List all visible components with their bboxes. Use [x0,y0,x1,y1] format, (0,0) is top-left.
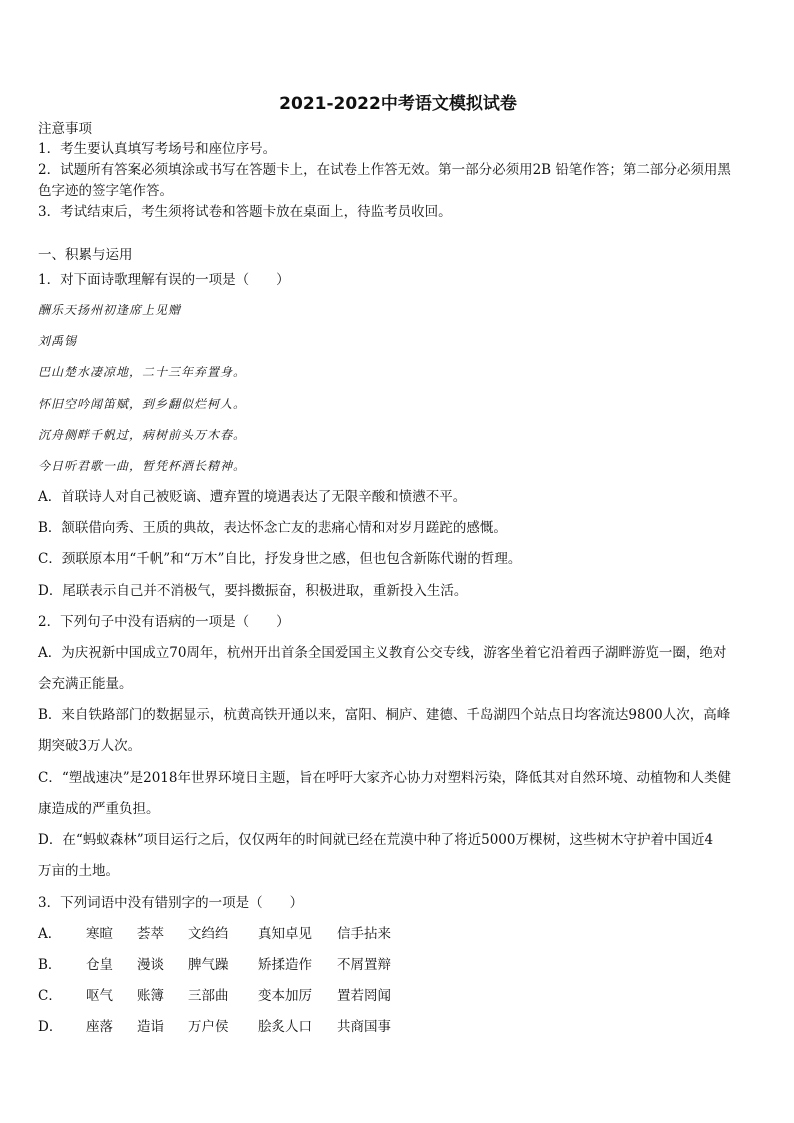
word: 脾气躁 [188,957,229,973]
row-label: A． [38,926,62,942]
word: 置若罔闻 [337,988,391,1004]
word: 三部曲 [188,988,229,1004]
word: 真知卓见 [258,926,312,942]
option-d: D．在“蚂蚁森林”项目运行之后，仅仅两年的时间就已经在荒漠中种了将近5000万棵树，这些树木守护着中国近4 [38,832,714,848]
word-row-a [38,924,758,944]
word: 座落 [86,1019,113,1035]
option-d-cont: 万亩的土地。 [38,863,119,879]
word: 变本加厉 [258,988,312,1004]
poem-line: 巴山楚水凄凉地，二十三年弃置身。 [38,365,247,379]
word: 造诣 [137,1019,164,1035]
section-heading: 一、积累与运用 [38,247,133,263]
option-b: B．颔联借向秀、王质的典故，表达怀念亡友的悲痛心情和对岁月蹉跎的感慨。 [38,520,507,536]
row-label: D． [38,1019,63,1035]
poem-line: 沉舟侧畔千帆过，病树前头万木春。 [38,428,247,442]
poem-title: 酬乐天扬州初逢席上见赠 [38,303,182,317]
poem-author: 刘禹锡 [38,334,78,348]
poem-line: 怀旧空吟闻笛赋，到乡翻似烂柯人。 [38,397,247,411]
page-title: 2021-2022中考语文模拟试卷 [279,94,517,114]
notice-item: 色字迹的签字笔作答。 [38,183,173,199]
word: 文绉绉 [188,926,229,942]
poem-line: 今日听君歌一曲，暂凭杯酒长精神。 [38,459,247,473]
word: 万户侯 [188,1019,229,1035]
word: 账簿 [137,988,164,1004]
word-row-b [38,955,758,975]
option-a: A．首联诗人对自己被贬谪、遭弃置的境遇表达了无限辛酸和愤懑不平。 [38,489,467,505]
row-label: B． [38,957,62,973]
question-stem: 1．对下面诗歌理解有误的一项是（ ） [38,272,290,288]
word: 不屑置辩 [337,957,391,973]
word-row-c [38,986,758,1006]
word: 荟萃 [137,926,164,942]
notice-item: 2．试题所有答案必须填涂或书写在答题卡上，在试卷上作答无效。第一部分必须用2B 铅笔作答；第二部分必须用黑 [38,162,731,178]
word: 寒暄 [86,926,113,942]
row-label: C． [38,988,62,1004]
notice-item: 1．考生要认真填写考场号和座位序号。 [38,141,277,157]
word: 矫揉造作 [258,957,312,973]
option-a: A．为庆祝新中国成立70周年，杭州开出首条全国爱国主义教育公交专线，游客坐着它沿着西子湖畔游览一圈，绝对 [38,645,727,661]
option-d: D．尾联表示自己并不消极气，要抖擞振奋，积极进取，重新投入生活。 [38,583,468,599]
option-c: C．“塑战速决”是2018年世界环境日主题，旨在呼吁大家齐心协力对塑料污染，降低其对自然环境、动植物和人类健 [38,770,731,786]
word: 漫谈 [137,957,164,973]
option-a-cont: 会充满正能量。 [38,676,133,692]
option-c-cont: 康造成的严重负担。 [38,801,160,817]
option-b: B．来自铁路部门的数据显示，杭黄高铁开通以来，富阳、桐庐、建德、千岛湖四个站点日均客流达9800人次，高峰 [38,707,731,723]
notice-item: 3．考试结束后，考生须将试卷和答题卡放在桌面上，待监考员收回。 [38,204,452,220]
word-row-d [38,1017,758,1037]
word: 仓皇 [86,957,113,973]
question-stem: 2．下列句子中没有语病的一项是（ ） [38,614,290,630]
word: 呕气 [86,988,113,1004]
question-stem: 3．下列词语中没有错别字的一项是（ ） [38,895,304,911]
option-b-cont: 期突破3万人次。 [38,738,142,754]
word: 信手拈来 [337,926,391,942]
notice-heading: 注意事项 [38,121,92,137]
word: 脍炙人口 [258,1019,312,1035]
word: 共商国事 [337,1019,391,1035]
option-c: C．颈联原本用“千帆”和“万木”自比，抒发身世之感，但也包含新陈代谢的哲理。 [38,551,522,567]
